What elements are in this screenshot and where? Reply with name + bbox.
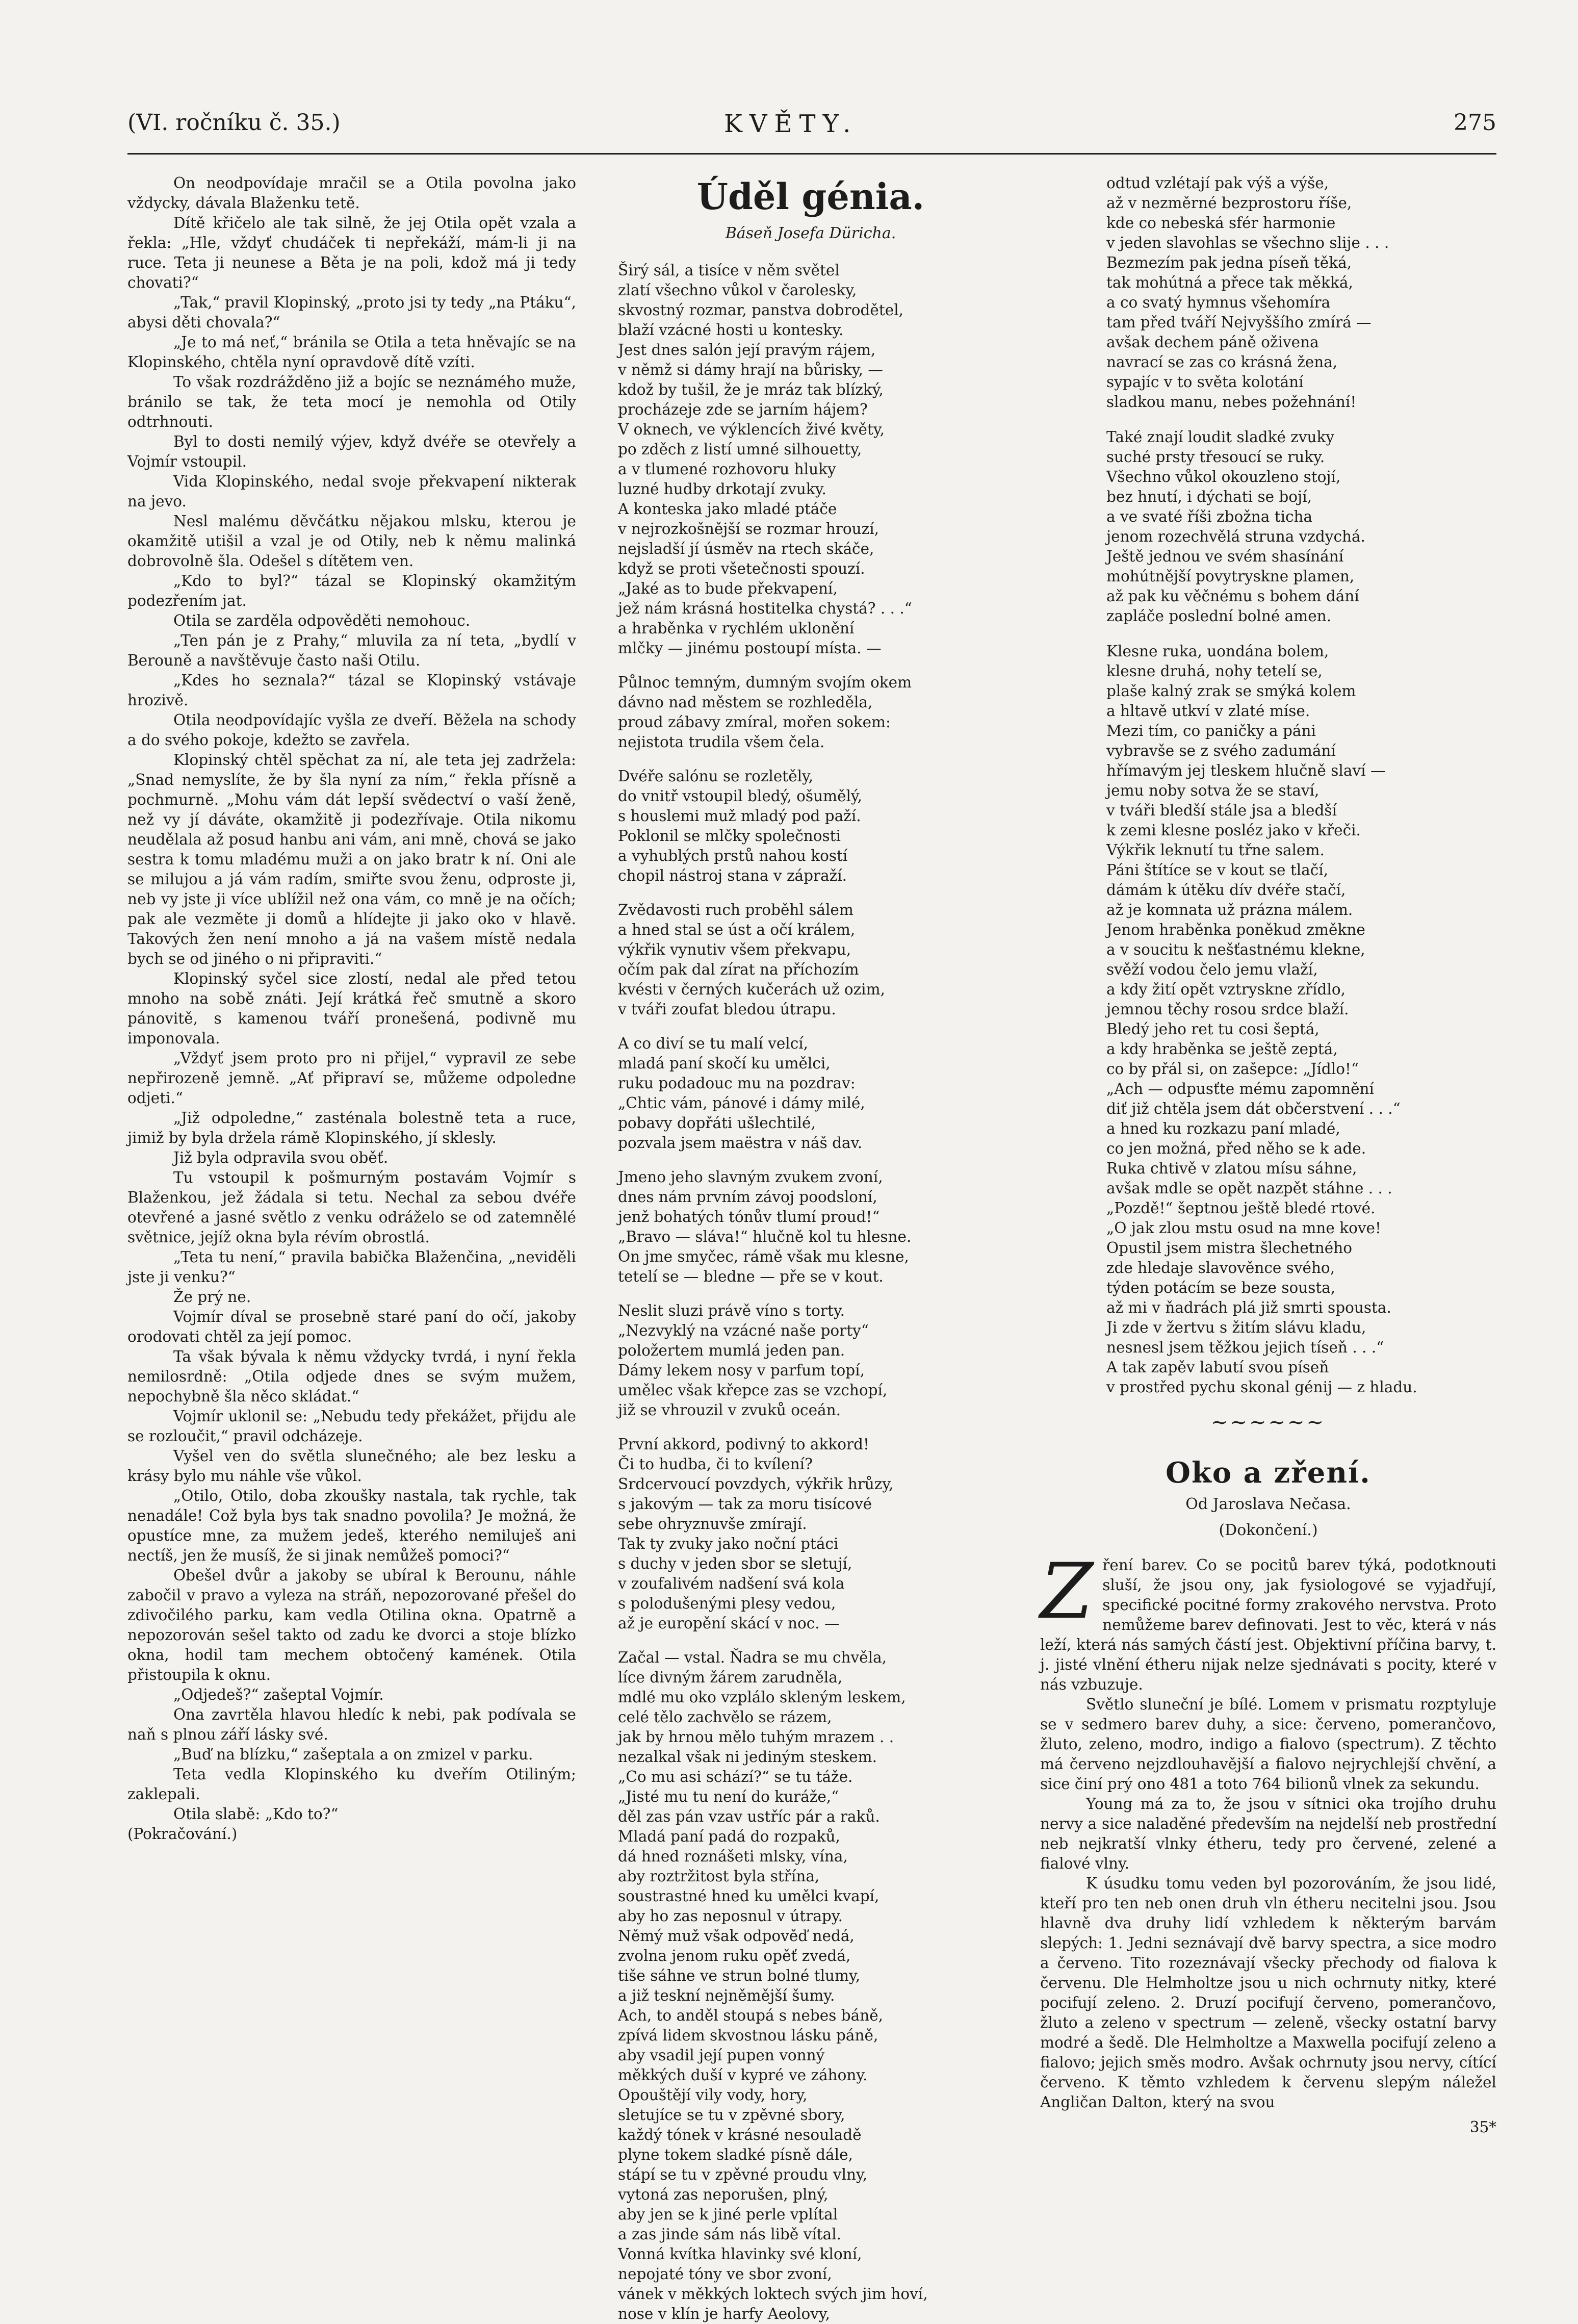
poem-line: nejsladší jí úsměv na rtech skáče, [618, 540, 874, 557]
article-title: Oko a zření. [1166, 1456, 1371, 1490]
poem-stanza [618, 767, 1015, 886]
poem-line: mladá paní skočí ku umělci, [618, 1055, 831, 1072]
poem-line: Mezi tím, co paničky a páni [1106, 722, 1316, 739]
poem-line: až je komnata už prázna málem. [1106, 901, 1353, 918]
poem-line: Poklonil se mlčky společnosti [618, 827, 841, 845]
poem-line: až mi v ňadrách plá již smrti spousta. [1106, 1299, 1391, 1316]
poem-line: stápí se tu v zpěvné proudu vlny, [618, 2166, 868, 2183]
poem-stanza [618, 900, 1015, 1019]
poem-line: klesne druhá, nohy tetelí se, [1106, 662, 1323, 680]
column-poem [607, 173, 1015, 2322]
poem-line: a ve svaté říši zbožna ticha [1106, 508, 1313, 525]
poem-line: jemnou těchy rosou srdce blaží. [1106, 1001, 1349, 1018]
novel-paragraph: Vojmír díval se prosebně staré paní do očí, jakoby orodovati chtěl za její pomoc. [127, 1308, 576, 1345]
poem-line: chopil nástroj stana v zápraží. [618, 867, 847, 884]
poem-line: Jmeno jeho slavným zvukem zvoní, [618, 1168, 883, 1186]
poem-line: svěží vodou čelo jemu vlaží, [1106, 961, 1318, 978]
poem-line: s polodušenými plesy vedou, [618, 1595, 836, 1612]
poem-line: v jeden slavohlas se všechno slije . . . [1106, 234, 1389, 251]
poem-line: v němž si dámy hrají na bůrisky, — [618, 361, 883, 378]
poem-line: vánek v měkkých loktech svých jim hoví, [618, 2285, 928, 2303]
poem-stanza [618, 1034, 1015, 1153]
poem-line: a hltavě utkví v zlaté míse. [1106, 702, 1310, 720]
novel-paragraph: Že prý ne. [173, 1288, 251, 1306]
novel-paragraph: Otila se zarděla odpověděti nemohouc. [173, 612, 471, 629]
poem-line: zpívá lidem skvostnou lásku páně, [618, 2027, 878, 2044]
poem-line: „O jak zlou mstu osud na mne kove! [1106, 1219, 1381, 1237]
poem-line: „Co mu asi schází?“ se tu táže. [618, 1768, 853, 1785]
novel-paragraph: „Buď na blízku,“ zašeptala a on zmizel v parku. [173, 1746, 533, 1763]
novel-paragraph: Vyšel ven do světla slunečného; ale bez lesku a krásy bylo mu náhle vše vůkol. [127, 1447, 576, 1485]
poem-line: každý tónek v krásné nesouladě [618, 2126, 862, 2143]
issue-number: (VI. ročníku č. 35.) [127, 110, 341, 136]
poem-line: suché prsty třesoucí se ruky. [1106, 448, 1325, 466]
poem-line: Jest dnes salón její pravým rájem, [618, 341, 876, 359]
poem-line: Také znají loudit sladké zvuky [1106, 428, 1335, 446]
poem-line: skvostný rozmar, panstva dobrodětel, [618, 301, 904, 319]
poem-stanza [618, 1301, 1015, 1420]
poem-line: ruku podadouc mu na pozdrav: [618, 1075, 856, 1092]
section-divider: ~~~~~~ [1210, 1411, 1326, 1434]
novel-paragraph: Otila neodpovídajíc vyšla ze dveří. Běžela na schody a do svého pokoje, kdežto se zavřela. [127, 711, 576, 749]
poem-line: dnes nám prvním závoj poodsloní, [618, 1188, 877, 1206]
poem-author: Báseň Josefa Düricha. [725, 224, 896, 242]
poem-line: Ruka chtivě v zlatou mísu sáhne, [1106, 1160, 1357, 1177]
article-body [1040, 1547, 1496, 2112]
poem-line: v nejrozkošnější se rozmar hrouzí, [618, 520, 879, 538]
poem-line: zapláče poslední bolné amen. [1106, 607, 1332, 625]
poem-stanza [618, 1167, 1015, 1287]
novel-paragraph: To však rozdrážděno již a bojíc se neznámého muže, bránilo se tak, že teta mocí je nemohla od Otily odtrhnouti. [127, 373, 576, 430]
poem-line: aby vsadil její pupen vonný [618, 2047, 825, 2064]
novel-paragraph: „Kdo to byl?“ tázal se Klopinský okamžitým podezřením jat. [127, 572, 576, 609]
novel-paragraph: „Teta tu není,“ pravila babička Blaženčina, „neviděli jste ji venku?“ [127, 1248, 576, 1286]
poem-line: vybravše se z svého zadumání [1106, 742, 1336, 759]
poem-line: proud zábavy zmíral, mořen sokem: [618, 713, 891, 731]
poem-line: mdlé mu oko vzplálo skleným leskem, [618, 1689, 906, 1706]
poem-line: v tváři bledší stále jsa a bledší [1106, 802, 1337, 819]
poem-line: co jen možná, před něho se k ade. [1106, 1140, 1366, 1157]
article-paragraph: K úsudku tomu veden byl pozorováním, že jsou lidé, kteří pro ten neb onen druh vln étheru necitelni jsou. Jsou hlavně dva druhy lidí vzhledem k některým barvám slepých: 1. Jedni seznávají dvě barvy spectra, a sice modro a červeno. Tito rozeznávají všecky přechody od fialova k červenu. Dle Helmholtze jsou u nich ochrnuty nitky, které pocifují zeleno. 2. Druzí pocifují červeno, pomerančovo, žluto a zeleno v spectrum — zeleně, všecky ostatní barvy modré a šedě. Dle Helmholtze a Maxwella pocifují zeleno a fialovo; jejich směs modro. Avšak ochrnuty jsou nervy, cítící červeno. K těmto vzhledem k červenu slepým náležel Angličan Dalton, který na svou [1040, 1875, 1496, 2111]
poem-line: po zděch z listí umné silhouetty, [618, 441, 862, 458]
poem-line: zde hledaje slavověnce svého, [1106, 1259, 1335, 1276]
poem-line: Neslit sluzi právě víno s torty. [618, 1302, 845, 1319]
poem-line: Srdcervoucí povzdych, výkřik hrůzy, [618, 1475, 894, 1493]
poem-line: Jenom hraběnka poněkud změkne [1106, 921, 1365, 938]
article-continuation-note: (Dokončení.) [1219, 1521, 1318, 1539]
poem-line: plyne tokem sladké písně dále, [618, 2146, 853, 2163]
novel-paragraph: Tu vstoupil k pošmurným postavám Vojmír s Blaženkou, jež žádala si tetu. Nechal za sebou dvéře otevřené a jasné světlo z venku odráželo se od zatemnělé světnice, jejíž okna byla révím obrostlá. [127, 1169, 576, 1246]
poem-line: a již teskní nejněmější šumy. [618, 1987, 835, 2004]
poem-line: dámám k útěku dív dvéře stačí, [1106, 881, 1346, 899]
novel-paragraph: Dítě křičelo ale tak silně, že jej Otila opět vzala a řekla: „Hle, vždyť chudáček ti nepřekáží, mám-li ji na ruce. Teta ji neunese a Běta je na poli, kdož má ji tedy chovati?“ [127, 214, 576, 291]
poem-line: jež nám krásná hostitelka chystá? . . .“ [618, 600, 912, 617]
novel-paragraph: „Tak,“ pravil Klopinský, „proto jsi ty tedy „na Ptáku“, abysi děti chovala?“ [127, 294, 576, 331]
poem-stanza [618, 673, 1015, 752]
poem-line: aby ho zas neposnul v útrapy. [618, 1907, 843, 1925]
poem-stanza [1106, 427, 1496, 626]
continued-note: (Pokračování.) [127, 1825, 238, 1843]
novel-paragraph: Klopinský chtěl spěchat za ní, ale teta jej zadržela: „Snad nemyslíte, že by šla nyní za ním,“ řekla přísně a pochmurně. „Mohu vám dát lepší svědectví o vaší ženě, než vy jí dáváte, okamžitě ji podezřívaje. Otila nikomu neudělala až posud hanbu ani vám, ani mně, chová se jako sestra k tomu mladému muži a on jako bratr k ní. Oni ale se milujou a já vám radím, smiřte svou ženu, odproste ji, neb vy jste ji více ublížil než ona vám, co mně je na očích; pak ale vezměte ji domů a hlídejte ji jako oko v hlavě. Takových žen není mnoho a já na vašem místě nedala bych se od jiného o ni připraviti.“ [127, 751, 576, 967]
poem-line: jak by hrnou mělo tuhým mrazem . . [618, 1728, 894, 1746]
novel-paragraph: Byl to dosti nemilý výjev, když dvéře se otevřely a Vojmír vstoupil. [127, 433, 576, 470]
poem-line: děl zas pán vzav ustříc pár a raků. [618, 1808, 880, 1825]
poem-line: k zemi klesne posléz jako v křeči. [1106, 822, 1361, 839]
poem-stanza [1106, 173, 1496, 412]
poem-line: s jakovým — tak za moru tisícové [618, 1495, 872, 1513]
poem-line: Půlnoc temným, dumným svojím okem [618, 674, 912, 691]
novel-paragraph: On neodpovídaje mračil se a Otila povolna jako vždycky, dávala Blaženku tetě. [127, 174, 576, 212]
poem-line: s duchy v jeden sbor se sletují, [618, 1555, 852, 1572]
poem-line: Dámy lekem nosy v parfum topí, [618, 1362, 865, 1379]
poem-line: „Pozdě!“ šeptnou ještě bledé rtové. [1106, 1199, 1376, 1217]
poem-line: výkřik vynutiv všem překvapu, [618, 941, 851, 958]
poem-line: nose v klín je harfy Aeolovy, [618, 2305, 831, 2322]
poem-line: Opouštějí vily vody, hory, [618, 2086, 808, 2104]
poem-line: do vnitř vstoupil bledý, ošumělý, [618, 787, 863, 805]
poem-line: Širý sál, a tisíce v něm světel [618, 262, 840, 279]
article-paragraph [1040, 1547, 1496, 1695]
novel-paragraph: Již byla odpravila svou oběť. [173, 1149, 389, 1166]
novel-paragraph: „Odjedeš?“ zašeptal Vojmír. [173, 1686, 384, 1703]
poem-line: pobavy dopřáti ušlechtilé, [618, 1114, 816, 1132]
poem-line: „Jaké as to bude překvapení, [618, 580, 838, 597]
poem-line: dá hned roznášeti mlsky, vína, [618, 1848, 848, 1865]
poem-stanza [1106, 642, 1496, 1397]
poem-line: „Bravo — sláva!“ hlučně kol tu hlesne. [618, 1228, 912, 1245]
article-paragraph-text: ření barev. Co se pocitů barev týká, podotknouti sluší, že jsou ony, jak fysiologové se vyjadřují, specifické pocitné formy zrakového nervstva. Proto nemůžeme barev definovati. Jest to věc, která v nás leží, která nás samých částí jest. Objektivní příčina barvy, t. j. jisté vlnění étheru nijak nelze sjednávati s pocity, které v nás vzbuzuje. [1040, 1556, 1496, 1693]
poem-line: V oknech, ve výklencích živé květy, [618, 421, 885, 438]
poem-line: kde co nebeská sfér harmonie [1106, 214, 1336, 232]
poem-line: celé tělo zachvělo se rázem, [618, 1708, 832, 1726]
poem-line: a v soucitu k nešťastnému klekne, [1106, 941, 1365, 958]
poem-line: blaží vzácné hosti u kontesky. [618, 321, 844, 339]
poem-line: a kdy hraběnka se ještě zeptá, [1106, 1040, 1338, 1058]
poem-line: kdož by tušil, že je mráz tak blízký, [618, 381, 884, 398]
poem-line: sebe ohryznuvše zmírají. [618, 1515, 807, 1533]
poem-line: Výkřik leknutí tu třne salem. [1106, 841, 1325, 859]
poem-line: jenom rozechvělá struna vzdychá. [1106, 528, 1365, 545]
novel-paragraph: Vida Klopinského, nedal svoje překvapení nikterak na jevo. [127, 473, 576, 510]
poem-line: Opustil jsem mistra šlechetného [1106, 1239, 1352, 1257]
poem-line: kvésti v černých kučerách už ozim, [618, 981, 885, 998]
novel-paragraph: „Kdes ho seznala?“ tázal se Klopinský vstávaje hrozivě. [127, 672, 576, 709]
poem-line: Němý muž však odpověď nedá, [618, 1927, 855, 1945]
poem-line: Začal — vstal. Ňadra se mu chvěla, [618, 1649, 887, 1666]
poem-line: aby roztržitost byla střína, [618, 1868, 820, 1885]
poem-line: Bledý jeho ret tu cosi šeptá, [1106, 1020, 1320, 1038]
poem-line: tetelí se — bledne — pře se v kout. [618, 1268, 884, 1285]
poem-line: procházeje zde se jarním hájem? [618, 401, 868, 418]
poem-line: v prostřed pychu skonal génij — z hladu. [1106, 1378, 1417, 1396]
novel-paragraph: „Ten pán je z Prahy,“ mluvila za ní teta, „bydlí v Berouně a navštěvuje často naši Otilu. [127, 632, 576, 669]
poem-line: nepojaté tóny ve sbor zvoní, [618, 2265, 832, 2283]
poem-line: hřímavým jej tleskem hlučně slaví — [1106, 762, 1386, 779]
novel-paragraph: „Již odpoledne,“ zasténala bolestně teta a ruce, jimiž by byla držela rámě Klopinského, jí sklesly. [127, 1109, 576, 1146]
poem-line: Dvéře salónu se rozletěly, [618, 768, 814, 785]
poem-line: umělec však křepce zas se vzchopí, [618, 1382, 888, 1399]
poem-line: „Ach — odpusťte mému zapomnění [1106, 1080, 1374, 1097]
poem-stanza [618, 1648, 1015, 2324]
poem-line: nejistota trudila všem čela. [618, 733, 825, 751]
poem-line: když se proti všetečnosti spouzí. [618, 560, 865, 577]
novel-paragraph: „Vždyť jsem proto pro ni přijel,“ vypravil ze sebe nepřirozeně jemně. „Ať připraví se, můžeme odpoledne odjeti.“ [127, 1050, 576, 1107]
novel-paragraph: Vojmír uklonil se: „Nebudu tedy překážet, přijdu ale se rozloučit,“ pravil odcházeje. [127, 1408, 576, 1445]
poem-line: až v nezměrné bezprostoru říše, [1106, 194, 1352, 212]
poem-line: a kdy žití opět vztryskne zřídlo, [1106, 981, 1346, 998]
poem-line: měkkých duší v kypré ve záhony. [618, 2066, 868, 2084]
poem-line: plaše kalný zrak se smýká kolem [1106, 682, 1356, 700]
poem-line: a hned stal se úst a očí králem, [618, 921, 856, 938]
poem-line: tiše sáhne ve strun bolné tlumy, [618, 1967, 861, 1984]
novel-paragraph: Klopinský syčel sice zlostí, nedal ale před tetou mnoho na sobě znáti. Její krátká řeč smutně a skoro pánovitě, s kamenou tváří pronešená, podivně mu imponovala. [127, 970, 576, 1047]
poem-line: Mladá paní padá do rozpaků, [618, 1828, 840, 1845]
poem-line: očím pak dal zírat na příchozím [618, 961, 859, 978]
poem-line: Tak ty zvuky jako noční ptáci [618, 1535, 839, 1552]
poem-line: až je europění skácí v noc. — [618, 1615, 840, 1632]
poem-line: mlčky — jinému postoupí místa. — [618, 640, 882, 657]
poem-line: avšak dechem páně oživena [1106, 334, 1319, 351]
novel-paragraph: Otila slabě: „Kdo to?“ [173, 1805, 339, 1823]
poem-line: První akkord, podivný to akkord! [618, 1436, 869, 1453]
poem-line: zlatí všechno vůkol v čarolesky, [618, 282, 857, 299]
poem-line: a hraběnka v rychlém uklonění [618, 620, 855, 637]
poem-line: líce divným žárem zarudněla, [618, 1669, 843, 1686]
column-novel [127, 173, 576, 1844]
poem-line: Všechno vůkol okouzleno stojí, [1106, 468, 1341, 486]
poem-line: „Nezvyklý na vzácné naše porty“ [618, 1322, 869, 1339]
poem-line: luzné hudby drkotají zvuky. [618, 480, 826, 498]
novel-paragraph: „Otilo, Otilo, doba zkoušky nastala, tak rychle, tak nenadále! Což byla bys tak snadno povolila? Je možná, že opustíce mne, za mužem jedeš, kterého nemiluješ ani nectíš, jen že musíš, že si jinak nemůžeš pomoci?“ [127, 1487, 576, 1564]
poem-line: Ještě jednou ve svém shasínání [1106, 548, 1344, 565]
poem-line: sladkou manu, nebes požehnání! [1106, 393, 1357, 411]
poem-line: navrací se zas co krásná žena, [1106, 353, 1338, 371]
poem-line: dávno nad městem se rozhleděla, [618, 694, 873, 711]
poem-line: tam před tváří Nejvyššího zmírá — [1106, 314, 1372, 331]
poem-line: sletujíce se tu v zpěvné sbory, [618, 2106, 845, 2124]
poem-line: tak mohútná a přece tak měkká, [1106, 274, 1353, 291]
novel-paragraph: Obešel dvůr a jakoby se ubíral k Berounu, náhle zabočil v pravo a vyleza na stráň, nepozorované přešel do zdivočilého parku, kam vedla Otilina okna. Opatrně a nepozorován sešel takto od zadu ke dvorci a stoje blízko okna, hodil tam mechem obtočený kamének. Otila přistoupila k oknu. [127, 1567, 576, 1683]
poem-line: On jme smyčec, rámě však mu klesne, [618, 1248, 909, 1265]
poem-line: nezalkal však ni jediným steskem. [618, 1748, 877, 1766]
poem-line: a co svatý hymnus všehomíra [1106, 294, 1331, 311]
poem-line: bez hnutí, i dýchati se bojí, [1106, 488, 1312, 505]
poem-line: Vonná kvítka hlavinky své kloní, [618, 2245, 862, 2263]
signature-mark: 35* [1469, 2118, 1496, 2136]
poem-line: co by přál si, on zašepce: „Jídlo!“ [1106, 1060, 1359, 1078]
header-rule [127, 153, 1496, 155]
poem-line: Zvědavosti ruch proběhl sálem [618, 901, 853, 918]
article-paragraph: Young má za to, že jsou v sítnici oka trojího druhu nervy a sice naladěné především na nejdelší neb prostřední neb nejkratší vlnky étheru, tedy pro červené, zelené a fialové vlny. [1040, 1795, 1496, 1872]
poem-line: jemu noby sotva že se staví, [1106, 782, 1320, 799]
poem-line: soustrastné hned ku umělci kvapí, [618, 1887, 879, 1905]
poem-line: „Chtic vám, pánové i dámy milé, [618, 1094, 865, 1112]
poem-line: s houslemi muž mladý pod paží. [618, 807, 861, 825]
poem-line: týden potácím se beze sousta, [1106, 1279, 1336, 1296]
article-author: Od Jaroslava Nečasa. [1185, 1495, 1351, 1513]
poem-line: A co diví se tu malí velcí, [618, 1035, 809, 1052]
novel-paragraph: „Je to má neť,“ bránila se Otila a teta hněvajíc se na Klopinského, chtěla nyní opravdově dítě vzíti. [127, 334, 576, 371]
novel-paragraph: Nesl malému děvčátku nějakou mlsku, kterou je okamžitě utišil a vzal je od Otily, neb k němu malinká dobrovolně šla. Odešel s dítětem ven. [127, 513, 576, 570]
poem-line: mohútnější povytryskne plamen, [1106, 568, 1355, 585]
poem-line: A konteska jako mladé ptáče [618, 500, 837, 518]
poem-line: odtud vzlétají pak výš a výše, [1106, 174, 1329, 192]
novel-paragraph: Teta vedla Klopinského ku dveřím Otiliným; zaklepali. [127, 1766, 576, 1803]
novel-paragraph: Ta však bývala k němu vždycky tvrdá, i nyní řekla nemilosrdně: „Otila odjede dnes se svým mužem, nepochybně šla něco skládat.“ [127, 1348, 576, 1405]
poem-line: Klesne ruka, uondána bolem, [1106, 643, 1329, 660]
poem-line: Bezmezím pak jedna píseň těká, [1106, 254, 1352, 271]
poem-line: „Jisté mu tu není do kuráže,“ [618, 1788, 839, 1805]
poem-continuation [1040, 173, 1496, 1397]
poem-line: sypajíc v to světa kolotání [1106, 373, 1304, 391]
poem-line: a zas jinde sám nás libě vítal. [618, 2226, 842, 2243]
poem-line: zvolna jenom ruku opěť zvedá, [618, 1947, 851, 1964]
poem-line: Či to hudba, či to kvílení? [618, 1455, 813, 1473]
poem-line: a hned ku rozkazu paní mladé, [1106, 1120, 1340, 1137]
poem-line: aby jen se k jiné perle vplítal [618, 2206, 838, 2223]
poem-title: Úděl génia. [696, 175, 925, 218]
drop-cap-initial: Z [1040, 1547, 1094, 1636]
poem-line: v zoufalivém nadšení svá kola [618, 1575, 845, 1592]
poem-line: diť již chtěla jsem dát občerstvení . . .“ [1106, 1100, 1401, 1117]
page-number: 275 [1454, 110, 1496, 136]
journal-title: KVĚTY. [724, 110, 858, 138]
poem-line: jenž bohatých tónův tlumí proud!“ [618, 1208, 880, 1225]
poem-line: již se vhrouzil v zvuků oceán. [618, 1401, 841, 1419]
poem-stanza [618, 261, 1015, 658]
novel-paragraph: Ona zavrtěla hlavou hledíc k nebi, pak podívala se naň s plnou září lásky své. [127, 1706, 576, 1743]
poem-line: avšak mdle se opět nazpět stáhne . . . [1106, 1180, 1392, 1197]
poem-line: nesnesl jsem těžkou jejich tíseň . . .“ [1106, 1339, 1384, 1356]
poem-line: pozvala jsem maëstra v náš dav. [618, 1134, 863, 1152]
poem-line: A tak zapěv labutí svou píseň [1106, 1359, 1329, 1376]
poem-line: v tváři zoufat bledou útrapu. [618, 1001, 836, 1018]
column-right [1040, 173, 1496, 2137]
poem-line: Páni štítíce se v kout se tlačí, [1106, 861, 1329, 879]
poem-line: až pak ku věčnému s bohem dání [1106, 588, 1359, 605]
poem-line: položertem mumlá jeden pan. [618, 1342, 845, 1359]
poem-line: Ji zde v žertvu s žitím slávu kladu, [1106, 1319, 1366, 1336]
poem-stanza [618, 1435, 1015, 1633]
poem-line: a v tlumené rozhovoru hluky [618, 461, 836, 478]
novel-text [127, 173, 576, 1824]
poem-line: Ach, to anděl stoupá s nebes báně, [618, 2007, 884, 2024]
article-paragraph: Světlo sluneční je bílé. Lomem v prismatu rozptyluje se v sedmero barev duhy, a sice: červeno, pomerančovo, žluto, zeleno, modro, indigo a fialovo (spectrum). Z těchto má červeno nejzdlouhavější a fialovo nejrychlejší chvění, a sice činí prý ono 481 a toto 764 bilionů vlnek za sekundu. [1040, 1696, 1496, 1793]
poem-line: a vyhublých prstů nahou kostí [618, 847, 848, 864]
poem-body [607, 261, 1015, 2324]
poem-line: vytoná zas neporušen, plný, [618, 2186, 829, 2203]
